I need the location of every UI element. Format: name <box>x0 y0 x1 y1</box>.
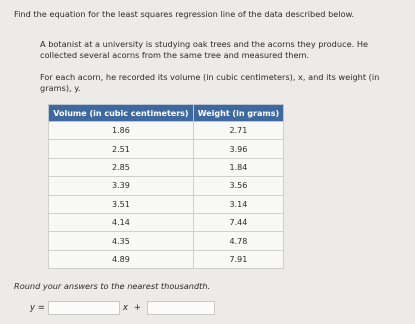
volume-cell: 1.86 <box>49 122 194 140</box>
data-description: For each acorn, he recorded its volume (in cubic centimeters), x, and its weight (in grams), y. <box>40 72 380 93</box>
problem-description: A botanist at a university is studying oak trees and the acorns they produce. He collected several acorns from the same tree and measured them. <box>40 39 369 60</box>
volume-cell: 4.14 <box>49 213 194 231</box>
table-row <box>49 140 284 158</box>
equation-lhs: y = <box>30 303 45 313</box>
table-row <box>49 158 284 176</box>
volume-cell: 3.39 <box>49 177 194 195</box>
volume-cell: 3.51 <box>49 195 194 213</box>
table-row <box>49 213 284 231</box>
table-row <box>49 195 284 213</box>
volume-cell: 4.89 <box>49 250 194 268</box>
table-row <box>49 232 284 250</box>
table-row <box>49 177 284 195</box>
weight-cell: 7.91 <box>193 250 283 268</box>
table-header-row <box>49 105 284 122</box>
header-weight: Weight (in grams) <box>193 105 283 122</box>
weight-cell: 3.96 <box>193 140 283 158</box>
x-variable: x <box>122 303 128 313</box>
question-prompt: Find the equation for the least squares regression line of the data described below. <box>14 9 355 19</box>
weight-cell: 3.56 <box>193 177 283 195</box>
volume-cell: 2.85 <box>49 158 194 176</box>
weight-cell: 3.14 <box>193 195 283 213</box>
volume-cell: 2.51 <box>49 140 194 158</box>
intercept-input[interactable] <box>147 301 215 315</box>
rounding-instruction: Round your answers to the nearest thousandth. <box>14 281 211 291</box>
plus-sign: + <box>133 303 142 313</box>
data-table <box>48 104 284 269</box>
table-row <box>49 122 284 140</box>
answer-equation <box>30 301 215 315</box>
weight-cell: 4.78 <box>193 232 283 250</box>
weight-cell: 2.71 <box>193 122 283 140</box>
volume-cell: 4.35 <box>49 232 194 250</box>
header-volume: Volume (in cubic centimeters) <box>49 105 194 122</box>
weight-cell: 7.44 <box>193 213 283 231</box>
weight-cell: 1.84 <box>193 158 283 176</box>
slope-input[interactable] <box>48 301 120 315</box>
table-row <box>49 250 284 268</box>
